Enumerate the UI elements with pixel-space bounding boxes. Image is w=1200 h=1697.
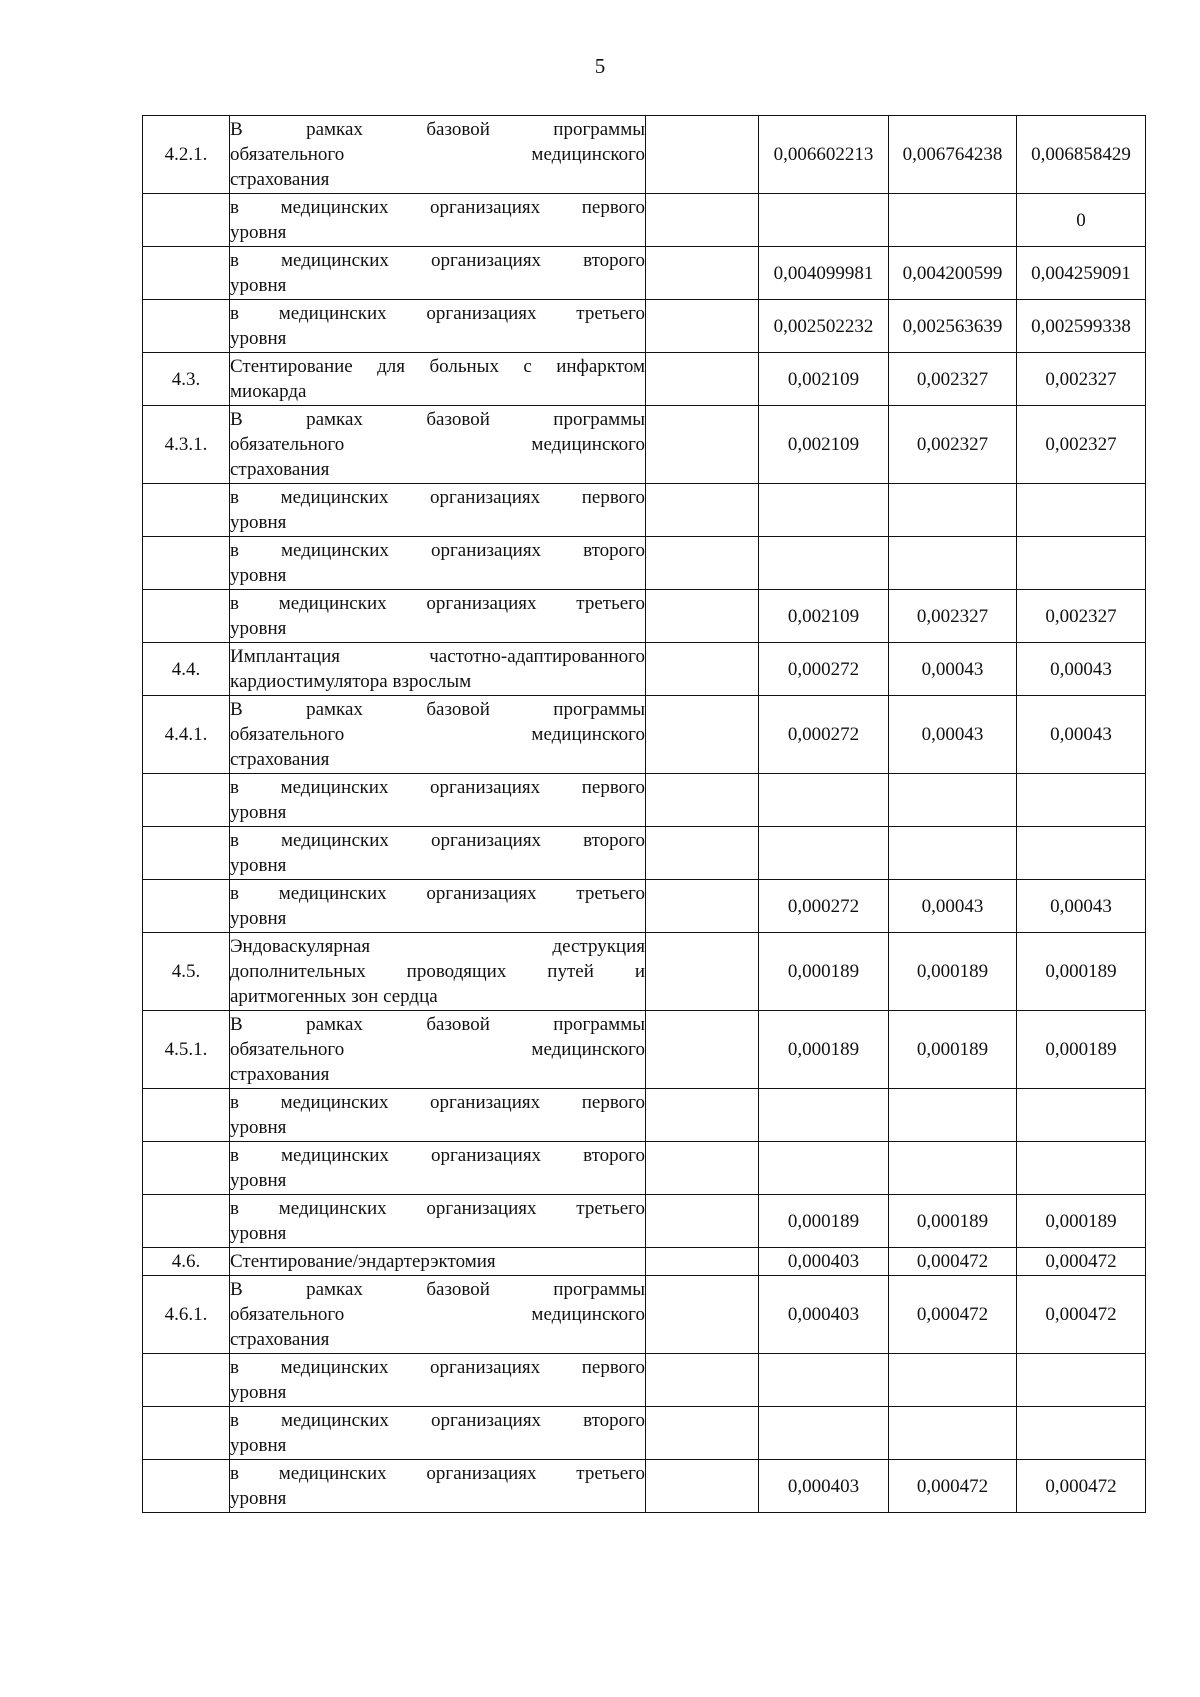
description-last-line: уровня — [230, 328, 287, 349]
value-cell-1: 0,000403 — [759, 1248, 889, 1276]
description-last-line: уровня — [230, 618, 287, 639]
value-cell-3 — [1017, 484, 1146, 537]
value-cell-3: 0,00043 — [1017, 643, 1146, 696]
row-description — [230, 1276, 646, 1354]
empty-cell — [646, 1407, 759, 1460]
table-row — [143, 643, 1146, 696]
value-cell-1: 0,000272 — [759, 696, 889, 774]
empty-cell — [646, 643, 759, 696]
description-last-line: уровня — [230, 275, 287, 296]
value-cell-1: 0,006602213 — [759, 116, 889, 194]
value-cell-2: 0,002327 — [889, 590, 1017, 643]
value-cell-2: 0,000472 — [889, 1248, 1017, 1276]
description-last-line: кардиостимулятора взрослым — [230, 671, 472, 692]
row-number — [143, 1142, 230, 1195]
description-line: в медицинских организациях третьего — [230, 883, 645, 904]
value-cell-3 — [1017, 1354, 1146, 1407]
empty-cell — [646, 827, 759, 880]
value-cell-2 — [889, 1142, 1017, 1195]
description-line: обязательного медицинского — [230, 144, 645, 165]
value-cell-2 — [889, 1089, 1017, 1142]
row-description — [230, 484, 646, 537]
row-description — [230, 880, 646, 933]
description-last-line: уровня — [230, 1435, 287, 1456]
row-number — [143, 880, 230, 933]
description-last-line: аритмогенных зон сердца — [230, 986, 438, 1007]
value-cell-1 — [759, 484, 889, 537]
value-cell-2: 0,00043 — [889, 696, 1017, 774]
row-number: 4.4. — [143, 643, 230, 696]
value-cell-1 — [759, 827, 889, 880]
row-description — [230, 300, 646, 353]
row-number — [143, 1407, 230, 1460]
value-cell-2: 0,004200599 — [889, 247, 1017, 300]
value-cell-1: 0,002109 — [759, 353, 889, 406]
value-cell-1: 0,000403 — [759, 1460, 889, 1513]
value-cell-1 — [759, 194, 889, 247]
row-description — [230, 1195, 646, 1248]
table-row — [143, 590, 1146, 643]
empty-cell — [646, 590, 759, 643]
value-cell-3 — [1017, 827, 1146, 880]
empty-cell — [646, 880, 759, 933]
table-row — [143, 194, 1146, 247]
description-line: в медицинских организациях второго — [230, 1145, 645, 1166]
empty-cell — [646, 116, 759, 194]
value-cell-2 — [889, 827, 1017, 880]
row-number — [143, 1354, 230, 1407]
row-number — [143, 1460, 230, 1513]
value-cell-1 — [759, 1142, 889, 1195]
table-row — [143, 774, 1146, 827]
table-row — [143, 116, 1146, 194]
value-cell-3: 0,002327 — [1017, 590, 1146, 643]
value-cell-3 — [1017, 1407, 1146, 1460]
value-cell-1: 0,000189 — [759, 1195, 889, 1248]
description-line: В рамках базовой программы — [230, 409, 645, 430]
empty-cell — [646, 406, 759, 484]
row-number: 4.3.1. — [143, 406, 230, 484]
row-description — [230, 1089, 646, 1142]
value-cell-2 — [889, 774, 1017, 827]
value-cell-1 — [759, 537, 889, 590]
description-line: обязательного медицинского — [230, 1039, 645, 1060]
value-cell-3: 0,000189 — [1017, 1011, 1146, 1089]
description-line: в медицинских организациях второго — [230, 540, 645, 561]
value-cell-2 — [889, 194, 1017, 247]
row-number: 4.4.1. — [143, 696, 230, 774]
description-line: в медицинских организациях третьего — [230, 1198, 645, 1219]
value-cell-2: 0,000189 — [889, 933, 1017, 1011]
value-cell-3: 0,004259091 — [1017, 247, 1146, 300]
value-cell-1 — [759, 1407, 889, 1460]
description-line: обязательного медицинского — [230, 1304, 645, 1325]
description-last-line: Стентирование/эндартерэктомия — [230, 1251, 496, 1272]
table-row — [143, 1248, 1146, 1276]
value-cell-1: 0,000189 — [759, 933, 889, 1011]
empty-cell — [646, 1089, 759, 1142]
row-description — [230, 1407, 646, 1460]
table-row — [143, 1089, 1146, 1142]
description-last-line: уровня — [230, 1488, 287, 1509]
empty-cell — [646, 696, 759, 774]
row-description — [230, 1011, 646, 1089]
value-cell-2: 0,000472 — [889, 1276, 1017, 1354]
table-row — [143, 1195, 1146, 1248]
table-row — [143, 484, 1146, 537]
value-cell-3: 0,000472 — [1017, 1276, 1146, 1354]
value-cell-1: 0,000403 — [759, 1276, 889, 1354]
description-last-line: уровня — [230, 908, 287, 929]
table-row — [143, 880, 1146, 933]
description-line: в медицинских организациях первого — [230, 1357, 645, 1378]
description-last-line: уровня — [230, 222, 287, 243]
empty-cell — [646, 300, 759, 353]
description-line: в медицинских организациях первого — [230, 777, 645, 798]
value-cell-1: 0,002109 — [759, 406, 889, 484]
empty-cell — [646, 1195, 759, 1248]
description-line: в медицинских организациях первого — [230, 197, 645, 218]
description-line: обязательного медицинского — [230, 724, 645, 745]
row-number: 4.6.1. — [143, 1276, 230, 1354]
value-cell-1: 0,000272 — [759, 880, 889, 933]
value-cell-2: 0,000472 — [889, 1460, 1017, 1513]
description-line: Эндоваскулярная деструкция — [230, 936, 645, 957]
empty-cell — [646, 1276, 759, 1354]
description-last-line: страхования — [230, 459, 330, 480]
description-last-line: страхования — [230, 169, 330, 190]
description-last-line: страхования — [230, 1329, 330, 1350]
row-number — [143, 1089, 230, 1142]
description-last-line: страхования — [230, 749, 330, 770]
row-description — [230, 933, 646, 1011]
row-number — [143, 300, 230, 353]
row-number — [143, 194, 230, 247]
description-line: в медицинских организациях третьего — [230, 1463, 645, 1484]
row-number — [143, 247, 230, 300]
row-description — [230, 1248, 646, 1276]
description-last-line: уровня — [230, 1382, 287, 1403]
empty-cell — [646, 537, 759, 590]
value-cell-3 — [1017, 1089, 1146, 1142]
table-row — [143, 406, 1146, 484]
empty-cell — [646, 353, 759, 406]
row-description — [230, 194, 646, 247]
row-description — [230, 696, 646, 774]
row-description — [230, 116, 646, 194]
description-last-line: уровня — [230, 855, 287, 876]
empty-cell — [646, 247, 759, 300]
value-cell-2: 0,002327 — [889, 406, 1017, 484]
row-number — [143, 1195, 230, 1248]
value-cell-2: 0,00043 — [889, 880, 1017, 933]
table-row — [143, 696, 1146, 774]
description-line: Стентирование для больных с инфарктом — [230, 356, 645, 377]
description-last-line: уровня — [230, 512, 287, 533]
table-row — [143, 537, 1146, 590]
table-row — [143, 1142, 1146, 1195]
table-row — [143, 1460, 1146, 1513]
value-cell-2 — [889, 537, 1017, 590]
row-description — [230, 537, 646, 590]
row-number: 4.5. — [143, 933, 230, 1011]
value-cell-3 — [1017, 1142, 1146, 1195]
description-line: В рамках базовой программы — [230, 699, 645, 720]
row-number — [143, 774, 230, 827]
description-line: обязательного медицинского — [230, 434, 645, 455]
value-cell-1: 0,002109 — [759, 590, 889, 643]
value-cell-1: 0,000272 — [759, 643, 889, 696]
description-line: В рамках базовой программы — [230, 1279, 645, 1300]
value-cell-2 — [889, 1407, 1017, 1460]
value-cell-3: 0 — [1017, 194, 1146, 247]
description-line: в медицинских организациях первого — [230, 487, 645, 508]
value-cell-3 — [1017, 537, 1146, 590]
description-last-line: миокарда — [230, 381, 307, 402]
description-last-line: уровня — [230, 565, 287, 586]
table-row — [143, 827, 1146, 880]
description-line: в медицинских организациях третьего — [230, 303, 645, 324]
row-description — [230, 827, 646, 880]
description-line: дополнительных проводящих путей и — [230, 961, 645, 982]
description-line: в медицинских организациях третьего — [230, 593, 645, 614]
value-cell-3: 0,006858429 — [1017, 116, 1146, 194]
row-description — [230, 1354, 646, 1407]
row-description — [230, 247, 646, 300]
row-description — [230, 774, 646, 827]
empty-cell — [646, 1011, 759, 1089]
row-number: 4.6. — [143, 1248, 230, 1276]
description-line: в медицинских организациях второго — [230, 830, 645, 851]
table-row — [143, 247, 1146, 300]
description-line: Имплантация частотно-адаптированного — [230, 646, 645, 667]
empty-cell — [646, 774, 759, 827]
row-number — [143, 537, 230, 590]
value-cell-2: 0,002563639 — [889, 300, 1017, 353]
description-line: в медицинских организациях второго — [230, 250, 645, 271]
description-last-line: уровня — [230, 1170, 287, 1191]
value-cell-2: 0,000189 — [889, 1195, 1017, 1248]
table-row — [143, 933, 1146, 1011]
table-row — [143, 1354, 1146, 1407]
row-description — [230, 1460, 646, 1513]
row-description — [230, 643, 646, 696]
empty-cell — [646, 484, 759, 537]
value-cell-3 — [1017, 774, 1146, 827]
empty-cell — [646, 933, 759, 1011]
value-cell-1: 0,004099981 — [759, 247, 889, 300]
row-description — [230, 406, 646, 484]
page-number: 5 — [594, 54, 606, 78]
table-row — [143, 1407, 1146, 1460]
value-cell-3: 0,00043 — [1017, 880, 1146, 933]
description-line: В рамках базовой программы — [230, 119, 645, 140]
row-number: 4.2.1. — [143, 116, 230, 194]
value-cell-3: 0,000189 — [1017, 1195, 1146, 1248]
empty-cell — [646, 1248, 759, 1276]
value-cell-2: 0,002327 — [889, 353, 1017, 406]
description-last-line: страхования — [230, 1064, 330, 1085]
table-row — [143, 300, 1146, 353]
description-last-line: уровня — [230, 1223, 287, 1244]
row-number: 4.5.1. — [143, 1011, 230, 1089]
value-cell-1 — [759, 1089, 889, 1142]
description-line: В рамках базовой программы — [230, 1014, 645, 1035]
row-description — [230, 353, 646, 406]
row-description — [230, 590, 646, 643]
value-cell-3: 0,002599338 — [1017, 300, 1146, 353]
value-cell-3: 0,00043 — [1017, 696, 1146, 774]
indicators-table — [142, 115, 1146, 1513]
row-description — [230, 1142, 646, 1195]
value-cell-3: 0,002327 — [1017, 353, 1146, 406]
value-cell-2: 0,006764238 — [889, 116, 1017, 194]
description-last-line: уровня — [230, 1117, 287, 1138]
empty-cell — [646, 194, 759, 247]
empty-cell — [646, 1354, 759, 1407]
table-row — [143, 353, 1146, 406]
row-number — [143, 590, 230, 643]
value-cell-3: 0,000189 — [1017, 933, 1146, 1011]
row-number — [143, 484, 230, 537]
row-number: 4.3. — [143, 353, 230, 406]
description-line: в медицинских организациях второго — [230, 1410, 645, 1431]
value-cell-2: 0,000189 — [889, 1011, 1017, 1089]
value-cell-2 — [889, 1354, 1017, 1407]
empty-cell — [646, 1142, 759, 1195]
value-cell-3: 0,000472 — [1017, 1460, 1146, 1513]
description-last-line: уровня — [230, 802, 287, 823]
value-cell-1 — [759, 774, 889, 827]
table-row — [143, 1011, 1146, 1089]
value-cell-3: 0,000472 — [1017, 1248, 1146, 1276]
value-cell-1: 0,002502232 — [759, 300, 889, 353]
value-cell-1 — [759, 1354, 889, 1407]
value-cell-3: 0,002327 — [1017, 406, 1146, 484]
table-row — [143, 1276, 1146, 1354]
description-line: в медицинских организациях первого — [230, 1092, 645, 1113]
value-cell-2: 0,00043 — [889, 643, 1017, 696]
value-cell-1: 0,000189 — [759, 1011, 889, 1089]
value-cell-2 — [889, 484, 1017, 537]
empty-cell — [646, 1460, 759, 1513]
row-number — [143, 827, 230, 880]
